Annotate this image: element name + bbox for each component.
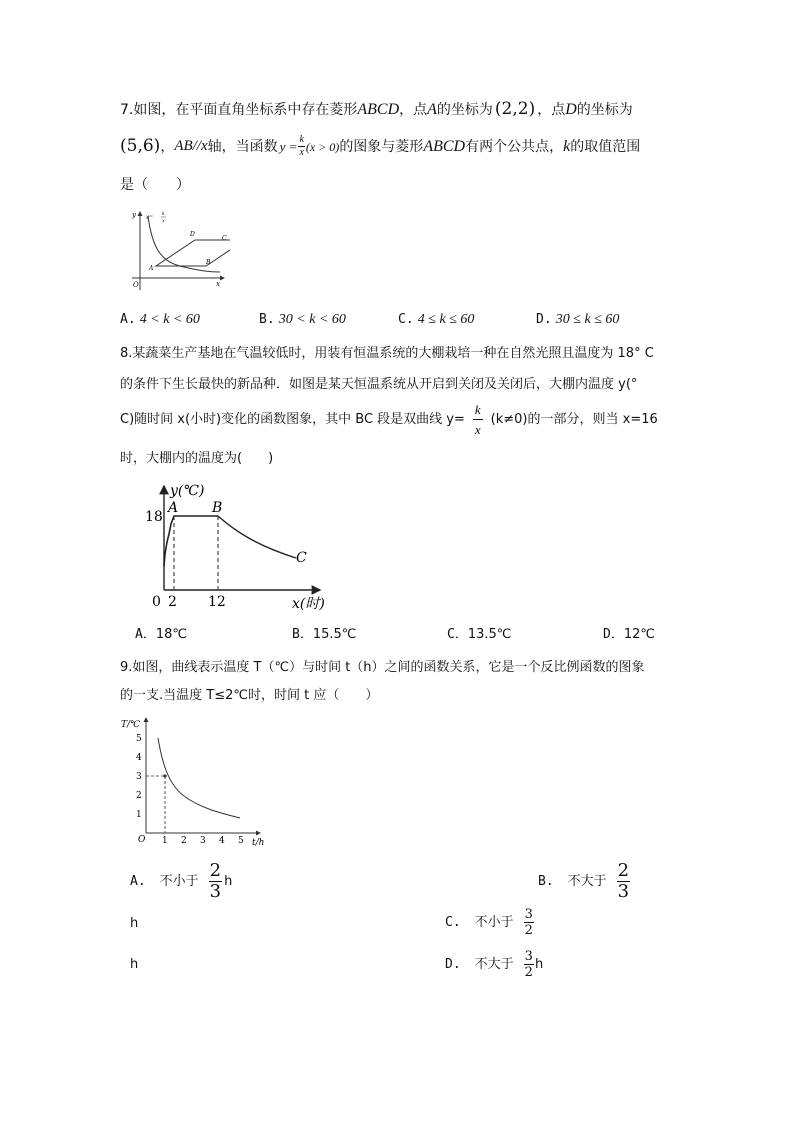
- point-d-name: D: [565, 101, 577, 118]
- q8-point-b: B: [212, 500, 223, 516]
- q7-text: 的图象与菱形: [339, 138, 424, 155]
- q8-text: C)随时间 x(小时)变化的函数图象，其中 BC 段是双曲线 y=: [120, 412, 465, 427]
- q7-graph: [120, 206, 230, 294]
- q9-point: [163, 774, 166, 777]
- q9-x-tick: 2: [181, 836, 187, 846]
- option-text: 不大于: [567, 874, 607, 889]
- option-fraction: [524, 950, 534, 979]
- q9-row3-unit: h: [130, 957, 139, 972]
- option-letter: C．: [447, 627, 468, 642]
- hyperbola-bc: [218, 516, 296, 558]
- q7-text: 的坐标为: [576, 102, 633, 118]
- fraction-numerator: 2: [617, 860, 630, 881]
- option-letter: B．: [292, 627, 313, 642]
- temperature-curve: [164, 516, 218, 566]
- function-condition: (x > 0): [305, 139, 340, 154]
- option-letter: B.: [259, 312, 275, 327]
- option-expr: 4 < k < 60: [139, 312, 200, 327]
- q8-line2: 的条件下生长最快的新品种．如图是某天恒温系统从开启到关闭及关闭后，大棚内温度 y(°: [120, 377, 638, 392]
- q8-point-a: A: [168, 500, 179, 516]
- fraction-numerator: k: [473, 403, 483, 420]
- fraction-denominator: x: [299, 147, 304, 158]
- q7-text: ，: [160, 138, 175, 155]
- option-fraction: [209, 862, 222, 901]
- option-fraction: [524, 908, 534, 937]
- q9-line1: 9.如图，曲线表示温度 T（℃）与时间 t（h）之间的函数关系，它是一个反比例函数的图象: [120, 660, 645, 675]
- option-letter: A.: [120, 312, 136, 327]
- q7-line1: [120, 101, 633, 118]
- q8-x-tick-2: 2: [168, 594, 177, 610]
- option-letter: D．: [603, 627, 624, 642]
- function-fraction: [298, 135, 304, 158]
- q8-line4: 时，大棚内的温度为( ): [120, 451, 274, 466]
- q9-x-tick: 5: [238, 836, 244, 846]
- inverse-curve: [158, 738, 240, 818]
- option-unit: h: [534, 957, 544, 972]
- q7-option-d[interactable]: [536, 313, 619, 327]
- q7-option-a[interactable]: [120, 313, 200, 327]
- curve-label-k: k: [162, 212, 165, 217]
- q7-line2: [120, 135, 640, 158]
- q7-x-label: x: [216, 280, 220, 288]
- option-letter: D.: [445, 957, 461, 972]
- fraction-denominator: 3: [617, 881, 630, 902]
- q7-y-label: y: [132, 211, 136, 219]
- fraction-denominator: 3: [209, 881, 222, 902]
- q9-y-tick: 5: [136, 734, 142, 744]
- q9-x-label: t/h: [252, 838, 265, 848]
- option-letter: C.: [398, 312, 414, 327]
- ab-parallel-x: AB//x: [174, 138, 208, 154]
- q9-x-tick: 4: [219, 836, 225, 846]
- option-value: 15.5℃: [312, 627, 357, 642]
- q9-x-tick: 3: [200, 836, 206, 846]
- q7-text: 有两个公共点，: [465, 138, 564, 155]
- q8-text: (k≠0)的一部分，则当 x=16: [490, 412, 658, 427]
- option-text: 不小于: [159, 874, 199, 889]
- option-value: 13.5℃: [467, 627, 512, 642]
- q8-x-label: x(时): [292, 596, 325, 612]
- q9-option-d[interactable]: [445, 950, 543, 979]
- option-value: 12℃: [623, 627, 655, 642]
- fraction-denominator: 2: [524, 923, 533, 938]
- q7-option-c[interactable]: [398, 313, 474, 327]
- q7-option-b[interactable]: [259, 313, 346, 327]
- q9-y-label: T/℃: [121, 720, 141, 730]
- q9-y-tick: 4: [136, 753, 142, 763]
- q7-origin: O: [133, 281, 139, 289]
- q8-option-a[interactable]: [135, 628, 187, 641]
- function-y: y =: [279, 139, 298, 154]
- q8-line1: 8.某蔬菜生产基地在气温较低时，用装有恒温系统的大棚栽培一种在自然光照且温度为 18° C: [120, 346, 654, 361]
- q9-option-a[interactable]: [130, 862, 232, 901]
- option-text: 不小于: [474, 915, 514, 930]
- k-variable: k: [563, 137, 571, 155]
- option-value: 18℃: [155, 627, 187, 642]
- q9-line2: 的一支.当温度 T≤2℃时，时间 t 应（ ）: [120, 688, 379, 703]
- q9-x-tick: 1: [162, 836, 168, 846]
- q9-y-tick: 3: [136, 772, 142, 782]
- fraction-numerator: 2: [209, 860, 222, 881]
- q8-line3: [120, 403, 658, 436]
- option-unit: h: [224, 874, 233, 889]
- option-fraction: [617, 862, 630, 901]
- rhombus-name: ABCD: [423, 137, 466, 155]
- q7-text: 轴，当函数: [207, 138, 278, 155]
- option-text: 不大于: [474, 957, 514, 972]
- fraction-numerator: 3: [524, 907, 533, 922]
- q8-x-tick-12: 12: [208, 594, 226, 610]
- q8-option-c[interactable]: [447, 628, 511, 641]
- q8-graph: [140, 478, 340, 614]
- fraction-denominator: x: [474, 422, 481, 437]
- rhombus-abcd: [156, 240, 230, 266]
- fraction-denominator: 2: [524, 965, 533, 980]
- curve-label-x: x: [162, 219, 165, 224]
- q7-text: 的取值范围: [570, 138, 641, 155]
- q9-row2-unit: h: [130, 916, 139, 931]
- q8-fraction: [473, 403, 483, 436]
- q9-y-tick: 1: [136, 810, 142, 820]
- q9-option-b[interactable]: [538, 862, 630, 901]
- coord-d: (5,6): [120, 136, 161, 156]
- q8-option-d[interactable]: [603, 628, 655, 641]
- option-letter: C.: [445, 915, 461, 930]
- q9-option-c[interactable]: [445, 908, 534, 937]
- q8-y-label: y(℃): [170, 483, 205, 499]
- q7-text: ，点: [537, 102, 566, 118]
- option-letter: B.: [538, 874, 554, 889]
- rhombus-name: ABCD: [357, 101, 400, 118]
- q8-x-tick-0: 0: [152, 594, 161, 610]
- vertex-b: B: [206, 259, 211, 266]
- vertex-d: D: [190, 231, 195, 238]
- point-a-name: A: [427, 101, 437, 118]
- q7-line3: 是（ ）: [120, 177, 190, 193]
- fraction-numerator: k: [299, 134, 304, 145]
- option-expr: 4 ≤ k ≤ 60: [417, 312, 475, 327]
- q8-option-b[interactable]: [292, 628, 356, 641]
- option-letter: A．: [135, 627, 156, 642]
- option-letter: A.: [130, 874, 146, 889]
- q8-y-tick-18: 18: [145, 509, 163, 525]
- vertex-a: A: [149, 265, 154, 272]
- q8-point-c: C: [296, 550, 307, 566]
- q7-text: 7.如图，在平面直角坐标系中存在菱形: [120, 102, 358, 118]
- q7-text: 的坐标为: [436, 102, 493, 118]
- option-letter: D.: [536, 312, 552, 327]
- q7-text: ，点: [399, 102, 428, 118]
- option-expr: 30 ≤ k ≤ 60: [555, 312, 620, 327]
- curve-label-y: y=: [146, 214, 154, 220]
- q9-y-tick: 2: [136, 791, 142, 801]
- coord-a: (2,2): [494, 99, 536, 119]
- fraction-numerator: 3: [524, 949, 533, 964]
- q9-graph: [120, 712, 270, 852]
- option-expr: 30 < k < 60: [278, 312, 346, 327]
- vertex-c: C: [222, 235, 227, 242]
- q9-origin: O: [138, 835, 146, 845]
